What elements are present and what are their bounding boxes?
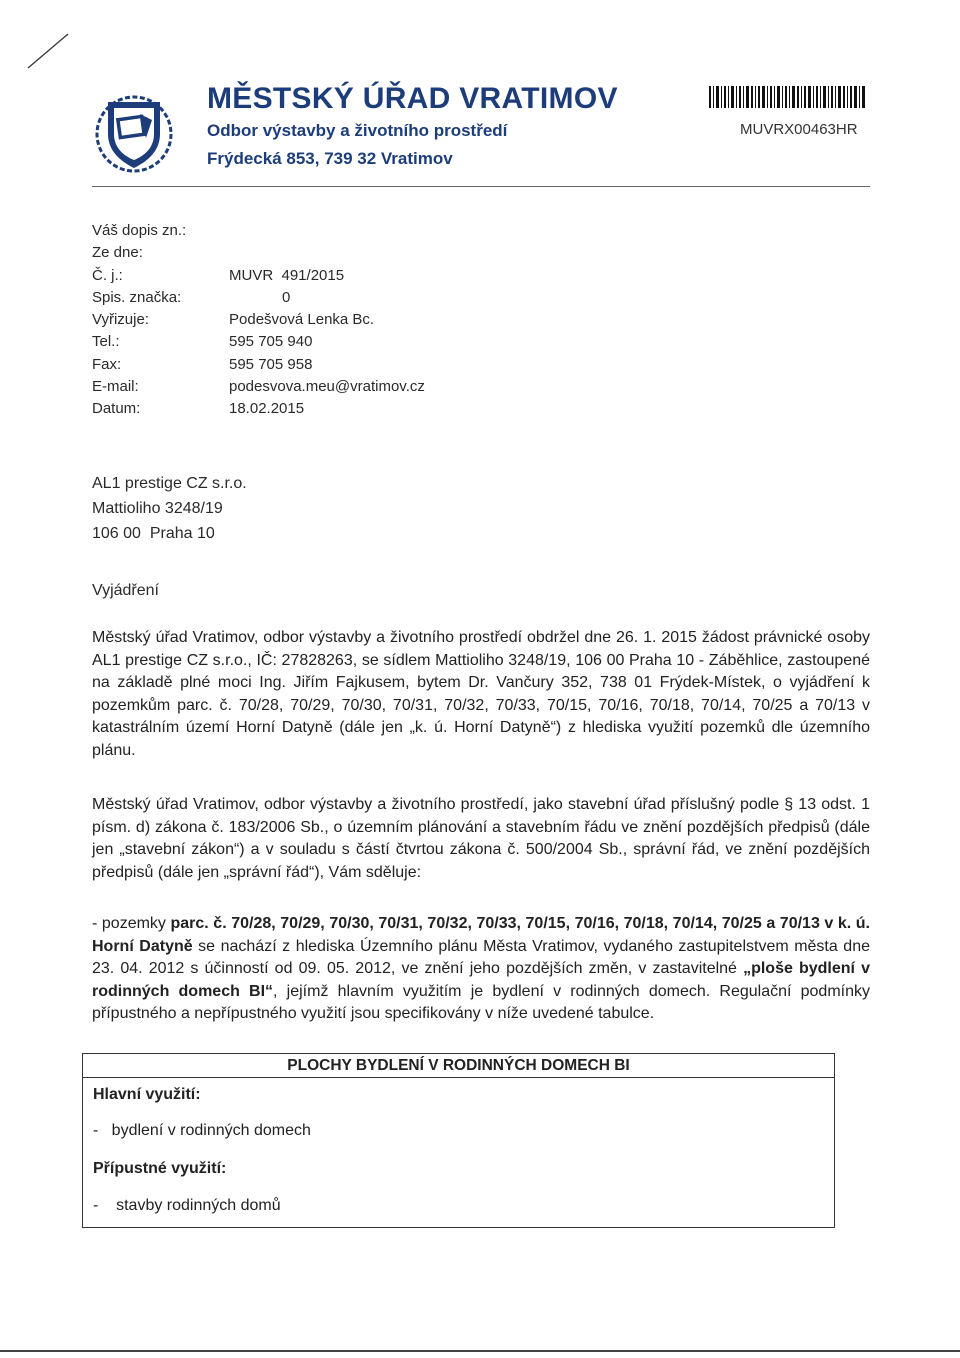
info-label: Fax:: [92, 355, 122, 373]
recipient-street: Mattioliho 3248/19: [92, 500, 223, 517]
main-use-label: Hlavní využití:: [93, 1086, 201, 1103]
info-value: 18.02.2015: [229, 400, 305, 418]
recipient-address: [92, 471, 247, 546]
info-label: Ze dne:: [92, 244, 143, 262]
body-paragraph-2: Městský úřad Vratimov, odbor výstavby a životního prostředí, jako stavební úřad příslušný podle § 13 odst. 1 písm. d) zákona č. 183/2006 Sb., o územním plánování a stavebním řádu ve znění pozdějších předpisů (dále jen „stavební zákon“) a v souladu s částí čtvrtou zákona č. 500/2004 Sb., správní řád, ve znění pozdějších předpisů (dále jen „správní řád“), Vám sděluje:: [92, 796, 870, 881]
pen-mark: [24, 30, 72, 70]
table-title: PLOCHY BYDLENÍ V RODINNÝCH DOMECH BI: [83, 1054, 834, 1078]
info-label: Datum:: [92, 400, 141, 418]
parcel-list: parc. č. 70/28, 70/29, 70/30, 70/31, 70/32, 70/33, 70/15, 70/16, 70/18, 70/14, 70/25 a 70/13 v k. ú. Horní Datyně: [92, 915, 871, 955]
info-label: Č. j.:: [92, 266, 123, 284]
info-label: Tel.:: [92, 333, 120, 351]
zoning-table: [82, 1053, 835, 1228]
office-department: Odbor výstavby a životního prostředí: [207, 121, 508, 140]
info-label: Váš dopis zn.:: [92, 222, 187, 239]
paragraph-lead: - pozemky: [92, 915, 171, 932]
info-value: MUVR 491/2015: [229, 266, 345, 284]
info-label: Vyřizuje:: [92, 311, 149, 329]
allowed-use-item: - stavby rodinných domů: [93, 1197, 281, 1214]
info-value: podesvova.meu@vratimov.cz: [229, 378, 425, 396]
office-title: MĚSTSKÝ ÚŘAD VRATIMOV: [207, 82, 618, 115]
body-paragraph-3: [92, 913, 870, 1026]
info-value: 595 705 958: [229, 355, 313, 373]
office-address: Frýdecká 853, 739 32 Vratimov: [207, 149, 453, 168]
letter-subject: Vyjádření: [92, 582, 159, 599]
info-value: Podešvová Lenka Bc.: [229, 311, 375, 329]
scan-edge: [0, 1350, 960, 1352]
city-crest-icon: [94, 88, 174, 180]
info-value: 0: [282, 288, 291, 306]
info-label: Spis. značka:: [92, 288, 182, 306]
recipient-name: AL1 prestige CZ s.r.o.: [92, 475, 247, 492]
recipient-city: 106 00 Praha 10: [92, 525, 215, 542]
reference-code: MUVRX00463HR: [740, 121, 858, 138]
zone-name: „ploše bydlení v rodinných domech BI“: [92, 960, 870, 1000]
info-value: 595 705 940: [229, 333, 313, 351]
info-label: E-mail:: [92, 378, 139, 396]
allowed-use-label: Přípustné využití:: [93, 1160, 227, 1177]
paragraph-text: , jejímž hlavním využitím je bydlení v rodinných domech. Regulační podmínky přípustného a nepřípustného využití jsou specifikovány v níže uvedené tabulce.: [92, 982, 870, 1022]
main-use-item: - bydlení v rodinných domech: [93, 1122, 311, 1139]
header-divider: [92, 186, 870, 187]
body-paragraph-1: Městský úřad Vratimov, odbor výstavby a životního prostředí obdržel dne 26. 1. 2015 žádost právnické osoby AL1 prestige CZ s.r.o., IČ: 27828263, se sídlem Mattioliho 3248/19, 106 00 Praha 10 - Záběhlice, zastoupené na základě plné moci Ing. Jiřím Fajkusem, bytem Dr. Vančury 352, 738 01 Frýdek-Místek, o vyjádření k pozemkům parc. č. 70/28, 70/29, 70/30, 70/31, 70/32, 70/33, 70/15, 70/16, 70/18, 70/14, 70/25 a 70/13 v katastrálním území Horní Datyně (dále jen „k. ú. Horní Datyně“) z hlediska využití pozemků dle územního plánu.: [92, 629, 870, 759]
barcode-icon: [709, 86, 865, 108]
paragraph-text: se nachází z hlediska Územního plánu Města Vratimov, vydaného zastupitelstvem města dne 23. 04. 2012 s účinností od 09. 05. 2012, ve znění jeho pozdějších změn, v zastavitelné: [92, 937, 870, 977]
